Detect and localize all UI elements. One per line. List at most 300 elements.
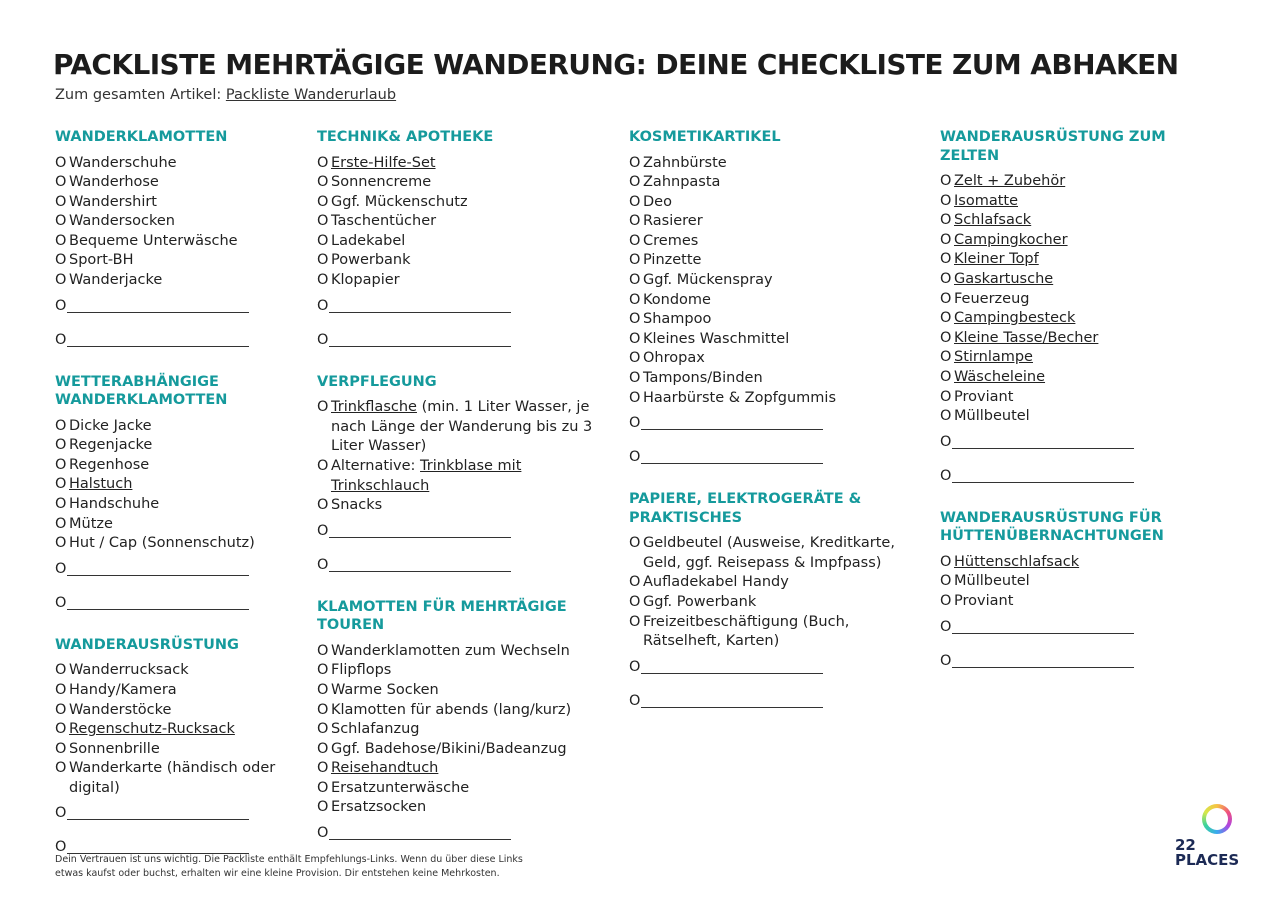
section-title: WANDERAUSRÜSTUNG — [55, 636, 239, 653]
checklist-item[interactable] — [317, 232, 597, 252]
checkbox-circle-icon[interactable]: O — [317, 701, 329, 718]
checkbox-circle-icon[interactable]: O — [629, 449, 641, 466]
item-link[interactable]: Gaskartusche — [954, 270, 1054, 287]
checklist-item[interactable] — [55, 475, 295, 495]
checkbox-circle-icon[interactable]: O — [940, 388, 952, 405]
item-text: Hut / Cap (Sonnenschutz) — [69, 535, 255, 552]
item-link[interactable]: Stirnlampe — [954, 349, 1033, 366]
checklist-item[interactable] — [317, 251, 597, 271]
checklist-item[interactable] — [317, 759, 597, 779]
checkbox-circle-icon[interactable]: O — [55, 721, 67, 738]
page-title: PACKLISTE MEHRTÄGIGE WANDERUNG: DEINE CHECKLISTE ZUM ABHAKEN — [53, 48, 1179, 81]
item-text: Wanderkarte (händisch oder digital) — [69, 760, 276, 796]
item-text: Ladekabel — [331, 232, 406, 249]
checklist-item[interactable] — [940, 250, 1220, 270]
item-text: Wandersocken — [69, 213, 175, 230]
checkbox-circle-icon[interactable]: O — [940, 270, 952, 287]
checklist-item[interactable] — [629, 593, 909, 613]
write-in-line[interactable] — [67, 560, 249, 576]
item-text: Cremes — [643, 232, 699, 249]
checkbox-circle-icon[interactable]: O — [940, 212, 952, 229]
write-in-line[interactable] — [67, 594, 249, 610]
section-title: KLAMOTTEN FÜR MEHRTÄGIGE TOUREN — [317, 598, 567, 634]
checkbox-circle-icon[interactable]: O — [55, 232, 67, 249]
checkbox-circle-icon[interactable]: O — [317, 642, 329, 659]
checklist-item[interactable] — [629, 173, 909, 193]
blank-item[interactable] — [317, 516, 597, 550]
checkbox-circle-icon[interactable]: O — [940, 310, 952, 327]
checkbox-circle-icon[interactable]: O — [317, 740, 329, 757]
checkbox-circle-icon[interactable]: O — [317, 232, 329, 249]
checkbox-circle-icon[interactable]: O — [317, 399, 329, 416]
item-text: Ohropax — [643, 350, 705, 367]
checkbox-circle-icon[interactable]: O — [55, 515, 67, 532]
blank-item[interactable] — [55, 588, 295, 622]
checkbox-circle-icon[interactable]: O — [940, 652, 952, 669]
checkbox-circle-icon[interactable]: O — [55, 594, 67, 611]
section-title: VERPFLEGUNG — [317, 373, 437, 390]
checkbox-circle-icon[interactable]: O — [940, 553, 952, 570]
item-text: Mütze — [69, 515, 113, 532]
checklist-item[interactable] — [55, 417, 295, 437]
checkbox-circle-icon[interactable]: O — [940, 251, 952, 268]
subtitle — [55, 87, 396, 103]
logo-ring-icon — [1202, 804, 1232, 834]
checklist-item[interactable] — [317, 798, 597, 818]
checklist-item[interactable] — [629, 389, 909, 409]
checklist-item[interactable] — [317, 457, 597, 496]
checklist-item[interactable] — [55, 681, 295, 701]
checklist-item[interactable] — [317, 779, 597, 799]
item-link[interactable]: Regenschutz-Rucksack — [69, 721, 235, 738]
checkbox-circle-icon[interactable]: O — [940, 408, 952, 425]
checklist-item[interactable] — [55, 495, 295, 515]
item-text: Klopapier — [331, 272, 400, 289]
checkbox-circle-icon[interactable]: O — [629, 574, 641, 591]
checkbox-circle-icon[interactable]: O — [55, 839, 67, 856]
checkbox-circle-icon[interactable]: O — [629, 193, 641, 210]
checkbox-circle-icon[interactable]: O — [317, 174, 329, 191]
write-in-line[interactable] — [641, 448, 823, 464]
checklist-section — [940, 509, 1220, 680]
write-in-line[interactable] — [952, 652, 1134, 668]
checklist-item[interactable] — [940, 290, 1220, 310]
item-text — [331, 457, 597, 496]
checkbox-circle-icon[interactable]: O — [629, 613, 641, 630]
item-text: Bequeme Unterwäsche — [69, 232, 238, 249]
write-in-line[interactable] — [952, 467, 1134, 483]
write-in-line[interactable] — [641, 414, 823, 430]
section-title: WANDERAUSRÜSTUNG FÜR HÜTTENÜBERNACHTUNGEN — [940, 509, 1164, 545]
checklist-item[interactable] — [629, 369, 909, 389]
item-link[interactable]: Trinkblase mit Trinkschlauch — [331, 457, 522, 494]
checklist-item[interactable] — [317, 720, 597, 740]
item-text: Shampoo — [643, 311, 712, 328]
section-title: WANDERAUSRÜSTUNG ZUM ZELTEN — [940, 129, 1166, 164]
item-text: Pinzette — [643, 252, 702, 269]
checkbox-circle-icon[interactable]: O — [55, 213, 67, 230]
item-link[interactable]: Isomatte — [954, 192, 1019, 209]
blank-item[interactable] — [940, 427, 1220, 461]
checkbox-circle-icon[interactable]: O — [317, 721, 329, 738]
checklist-section — [55, 636, 295, 867]
checkbox-circle-icon[interactable]: O — [55, 681, 67, 698]
blank-item[interactable] — [629, 408, 909, 442]
checkbox-circle-icon[interactable]: O — [629, 389, 641, 406]
checkbox-circle-icon[interactable]: O — [55, 496, 67, 513]
checklist-item[interactable] — [629, 232, 909, 252]
logo-line: 22 — [1175, 836, 1196, 854]
checklist-section — [629, 490, 909, 720]
checklist-item[interactable] — [317, 681, 597, 701]
checkbox-circle-icon[interactable]: O — [317, 556, 329, 573]
checklist-item[interactable] — [55, 456, 295, 476]
checkbox-circle-icon[interactable]: O — [940, 329, 952, 346]
item-text: Müllbeutel — [954, 573, 1030, 590]
item-text: Regenhose — [69, 456, 150, 473]
write-in-line[interactable] — [329, 824, 511, 840]
checkbox-circle-icon[interactable]: O — [317, 297, 329, 314]
item-link[interactable]: Campingbesteck — [954, 310, 1076, 327]
checklist-section — [940, 128, 1220, 495]
checklist-item[interactable] — [940, 407, 1220, 427]
checkbox-circle-icon[interactable]: O — [55, 560, 67, 577]
blank-item[interactable] — [55, 798, 295, 832]
section-title: TECHNIK& APOTHEKE — [317, 129, 494, 145]
checklist-item[interactable] — [55, 232, 295, 252]
checkbox-circle-icon[interactable]: O — [55, 701, 67, 718]
item-text: Handy/Kamera — [69, 681, 177, 698]
checkbox-circle-icon[interactable]: O — [55, 193, 67, 210]
checklist-item[interactable] — [55, 759, 295, 798]
item-link[interactable]: Kleine Tasse/Becher — [954, 329, 1099, 346]
checklist-item[interactable] — [940, 388, 1220, 408]
checkbox-circle-icon[interactable]: O — [629, 252, 641, 269]
checkbox-circle-icon[interactable]: O — [55, 476, 67, 493]
disclaimer — [55, 853, 535, 881]
write-in-line[interactable] — [952, 618, 1134, 634]
checklist-item[interactable] — [55, 701, 295, 721]
item-text: Snacks — [331, 497, 383, 514]
checklist-item[interactable] — [940, 231, 1220, 251]
checklist-section — [317, 373, 597, 584]
checkbox-circle-icon[interactable]: O — [317, 799, 329, 816]
item-text: Handschuhe — [69, 496, 160, 513]
checkbox-circle-icon[interactable]: O — [940, 467, 952, 484]
write-in-line[interactable] — [67, 331, 249, 347]
checklist-item[interactable] — [629, 212, 909, 232]
item-text: Wanderhose — [69, 174, 159, 191]
checkbox-circle-icon[interactable]: O — [55, 297, 67, 314]
blank-item[interactable] — [940, 612, 1220, 646]
checkbox-circle-icon[interactable]: O — [317, 662, 329, 679]
write-in-line[interactable] — [329, 556, 511, 572]
checkbox-circle-icon[interactable]: O — [629, 350, 641, 367]
checklist-item[interactable] — [55, 436, 295, 456]
logo-line: PLACES — [1175, 851, 1240, 869]
checklist-item[interactable] — [55, 251, 295, 271]
item-text: Proviant — [954, 388, 1014, 405]
checkbox-circle-icon[interactable]: O — [629, 311, 641, 328]
checkbox-circle-icon[interactable]: O — [55, 252, 67, 269]
item-text: Wanderklamotten zum Wechseln — [331, 642, 570, 659]
checkbox-circle-icon[interactable]: O — [629, 415, 641, 432]
checklist-item[interactable] — [940, 348, 1220, 368]
checkbox-circle-icon[interactable]: O — [629, 594, 641, 610]
checklist-item[interactable] — [317, 154, 597, 174]
checklist-item[interactable] — [55, 661, 295, 681]
checklist-item[interactable] — [55, 534, 295, 554]
column-1 — [55, 128, 295, 880]
checkbox-circle-icon[interactable]: O — [940, 290, 952, 307]
checkbox-circle-icon[interactable]: O — [55, 174, 67, 191]
checkbox-circle-icon[interactable]: O — [317, 252, 329, 269]
column-2 — [317, 128, 597, 866]
item-text: Flipflops — [331, 662, 392, 679]
item-text: Geldbeutel (Ausweise, Kreditkarte, Geld, ggf. Reisepass & Impfpass) — [643, 535, 895, 571]
item-text: Aufladekabel Handy — [643, 574, 789, 591]
checklist-item[interactable] — [940, 309, 1220, 329]
checkbox-circle-icon[interactable]: O — [55, 272, 67, 289]
blank-item[interactable] — [317, 550, 597, 584]
blank-item[interactable] — [317, 291, 597, 325]
item-text: Sonnencreme — [331, 174, 432, 191]
checkbox-circle-icon[interactable]: O — [55, 760, 67, 777]
checklist-item[interactable] — [940, 211, 1220, 231]
checkbox-circle-icon[interactable]: O — [55, 417, 67, 434]
item-text: Feuerzeug — [954, 290, 1030, 307]
item-text: Regenjacke — [69, 437, 153, 454]
write-in-line[interactable] — [329, 331, 511, 347]
blank-item[interactable] — [55, 325, 295, 359]
checkbox-circle-icon[interactable]: O — [55, 805, 67, 822]
checkbox-circle-icon[interactable]: O — [940, 173, 952, 189]
checklist-item[interactable] — [55, 154, 295, 174]
checkbox-circle-icon[interactable]: O — [629, 232, 641, 249]
item-link[interactable]: Erste-Hilfe-Set — [331, 154, 436, 171]
item-link[interactable]: Reisehandtuch — [331, 760, 439, 777]
checkbox-circle-icon[interactable]: O — [940, 618, 952, 635]
checkbox-circle-icon[interactable]: O — [629, 370, 641, 387]
checklist-item[interactable] — [629, 193, 909, 213]
checklist-item[interactable] — [317, 193, 597, 213]
checklist-item[interactable] — [317, 740, 597, 760]
checklist-section — [317, 128, 597, 359]
checklist-item[interactable] — [629, 271, 909, 291]
blank-item[interactable] — [940, 646, 1220, 680]
checkbox-circle-icon[interactable]: O — [629, 535, 641, 552]
checkbox-circle-icon[interactable]: O — [55, 456, 67, 473]
checkbox-circle-icon[interactable]: O — [317, 825, 329, 842]
column-3 — [629, 128, 909, 734]
checklist-item[interactable] — [629, 310, 909, 330]
item-link[interactable]: Zelt + Zubehör — [954, 173, 1066, 189]
item-text: Powerbank — [331, 252, 411, 269]
item-text: Ggf. Mückenschutz — [331, 193, 468, 210]
checkbox-circle-icon[interactable]: O — [55, 331, 67, 348]
item-text: Rasierer — [643, 213, 703, 230]
checkbox-circle-icon[interactable]: O — [629, 291, 641, 308]
checkbox-circle-icon[interactable]: O — [317, 760, 329, 777]
item-link[interactable]: Kleiner Topf — [954, 251, 1039, 268]
item-link[interactable]: Campingkocher — [954, 231, 1068, 248]
checkbox-circle-icon[interactable]: O — [55, 154, 67, 171]
item-text: Proviant — [954, 592, 1014, 609]
checklist-item[interactable] — [940, 172, 1220, 192]
checklist-item[interactable] — [55, 271, 295, 291]
item-link[interactable]: Schlafsack — [954, 212, 1032, 229]
blank-item[interactable] — [317, 818, 597, 852]
checklist-item[interactable] — [55, 173, 295, 193]
write-in-line[interactable] — [329, 297, 511, 313]
checkbox-circle-icon[interactable]: O — [629, 692, 641, 709]
checkbox-circle-icon[interactable]: O — [317, 154, 329, 171]
checklist-item[interactable] — [317, 212, 597, 232]
checkbox-circle-icon[interactable]: O — [940, 573, 952, 590]
checkbox-circle-icon[interactable]: O — [317, 213, 329, 230]
checkbox-circle-icon[interactable]: O — [317, 457, 329, 474]
checkbox-circle-icon[interactable]: O — [940, 368, 952, 385]
checklist-item[interactable] — [940, 592, 1220, 612]
write-in-line[interactable] — [67, 297, 249, 313]
item-text — [331, 398, 597, 457]
item-link[interactable]: Hüttenschlafsack — [954, 553, 1080, 570]
item-text: Ersatzunterwäsche — [331, 779, 470, 796]
item-text: Zahnpasta — [643, 174, 721, 191]
checklist-item[interactable] — [629, 154, 909, 174]
checkbox-circle-icon[interactable]: O — [317, 779, 329, 796]
checkbox-circle-icon[interactable]: O — [55, 740, 67, 757]
checkbox-circle-icon[interactable]: O — [317, 193, 329, 210]
item-text-part: (min. 1 Liter Wasser, je nach Länge der Wanderung bis zu 3 Liter Wasser) — [331, 399, 593, 455]
item-text: Haarbürste & Zopfgummis — [643, 389, 837, 406]
write-in-line[interactable] — [952, 433, 1134, 449]
checkbox-circle-icon[interactable]: O — [940, 433, 952, 450]
write-in-line[interactable] — [329, 522, 511, 538]
item-text: Ggf. Badehose/Bikini/Badeanzug — [331, 740, 567, 757]
checklist-item[interactable] — [629, 251, 909, 271]
checkbox-circle-icon[interactable]: O — [940, 349, 952, 366]
checklist-item[interactable] — [940, 270, 1220, 290]
checkbox-circle-icon[interactable]: O — [629, 330, 641, 347]
item-link[interactable]: Wäscheleine — [954, 368, 1046, 385]
item-text: Taschentücher — [331, 213, 437, 230]
checkbox-circle-icon[interactable]: O — [629, 658, 641, 675]
checklist-item[interactable] — [55, 212, 295, 232]
item-text: Müllbeutel — [954, 408, 1030, 425]
checklist-section — [55, 373, 295, 622]
checklist-item[interactable] — [940, 329, 1220, 349]
item-text: Klamotten für abends (lang/kurz) — [331, 701, 572, 718]
checklist-item[interactable] — [629, 613, 909, 652]
item-text: Freizeitbeschäftigung (Buch, Rätselheft, Karten) — [643, 613, 850, 650]
blank-item[interactable] — [55, 291, 295, 325]
blank-item[interactable] — [940, 461, 1220, 495]
checkbox-circle-icon[interactable]: O — [317, 331, 329, 348]
item-text: Wanderjacke — [69, 272, 163, 289]
blank-item[interactable] — [55, 554, 295, 588]
item-text: Warme Socken — [331, 681, 439, 698]
section-title: WANDERKLAMOTTEN — [55, 129, 228, 145]
checkbox-circle-icon[interactable]: O — [940, 192, 952, 209]
item-text: Sport-BH — [69, 252, 134, 269]
checklist-item[interactable] — [55, 740, 295, 760]
checklist-item[interactable] — [629, 330, 909, 350]
checkbox-circle-icon[interactable]: O — [629, 174, 641, 191]
checklist-item[interactable] — [940, 192, 1220, 212]
item-text: Wanderrucksack — [69, 662, 189, 679]
section-title: KOSMETIKARTIKEL — [629, 129, 781, 145]
checkbox-circle-icon[interactable]: O — [317, 522, 329, 539]
blank-item[interactable] — [629, 686, 909, 720]
checkbox-circle-icon[interactable]: O — [317, 272, 329, 289]
item-text: Ersatzsocken — [331, 799, 427, 816]
item-text: Wandershirt — [69, 193, 157, 210]
subtitle-prefix: Zum gesamten Artikel: — [55, 87, 226, 103]
checkbox-circle-icon[interactable]: O — [55, 437, 67, 454]
disclaimer-line: etwas kaufst oder buchst, erhalten wir eine kleine Provision. Dir entstehen keine Mehrkosten. — [55, 868, 500, 879]
blank-item[interactable] — [317, 325, 597, 359]
checklist-item[interactable] — [317, 271, 597, 291]
item-link[interactable]: Trinkflasche — [331, 399, 417, 416]
checkbox-circle-icon[interactable]: O — [55, 662, 67, 679]
checklist-section — [317, 598, 597, 852]
checkbox-circle-icon[interactable]: O — [940, 231, 952, 248]
checklist-item[interactable] — [940, 368, 1220, 388]
section-title: PAPIERE, ELEKTROGERÄTE & PRAKTISCHES — [629, 491, 862, 526]
write-in-line[interactable] — [641, 692, 823, 708]
logo-text — [1175, 838, 1239, 868]
checklist-item[interactable] — [317, 173, 597, 193]
item-text: Deo — [643, 193, 672, 210]
checkbox-circle-icon[interactable]: O — [629, 272, 641, 289]
item-text: Dicke Jacke — [69, 417, 152, 434]
brand-logo — [1172, 804, 1242, 874]
item-link[interactable]: Halstuch — [69, 476, 133, 493]
checklist-item[interactable] — [55, 515, 295, 535]
checkbox-circle-icon[interactable]: O — [940, 592, 952, 609]
checklist-item[interactable] — [317, 661, 597, 681]
checkbox-circle-icon[interactable]: O — [629, 213, 641, 230]
checklist-item[interactable] — [317, 496, 597, 516]
write-in-line[interactable] — [641, 658, 823, 674]
checklist-item[interactable] — [55, 193, 295, 213]
checkbox-circle-icon[interactable]: O — [55, 535, 67, 552]
checkbox-circle-icon[interactable]: O — [317, 497, 329, 514]
blank-item[interactable] — [629, 652, 909, 686]
checklist-item[interactable] — [940, 553, 1220, 573]
article-link[interactable]: Packliste Wanderurlaub — [225, 87, 397, 103]
checklist-item[interactable] — [629, 534, 909, 573]
item-text: Tampons/Binden — [643, 370, 763, 387]
item-text: Sonnenbrille — [69, 740, 160, 757]
checkbox-circle-icon[interactable]: O — [629, 154, 641, 171]
write-in-line[interactable] — [67, 804, 249, 820]
checklist-item[interactable] — [317, 642, 597, 662]
checklist-item[interactable] — [55, 720, 295, 740]
blank-item[interactable] — [629, 442, 909, 476]
checklist-item[interactable] — [629, 349, 909, 369]
checkbox-circle-icon[interactable]: O — [317, 681, 329, 698]
checklist-item[interactable] — [317, 701, 597, 721]
checklist-item[interactable] — [629, 573, 909, 593]
checklist-item[interactable] — [629, 291, 909, 311]
item-text: Zahnbürste — [643, 154, 727, 171]
item-text: Ggf. Powerbank — [643, 594, 757, 610]
section-title: WETTERABHÄNGIGE WANDERKLAMOTTEN — [55, 373, 228, 409]
checklist-item[interactable] — [317, 398, 597, 457]
checklist-item[interactable] — [940, 572, 1220, 592]
